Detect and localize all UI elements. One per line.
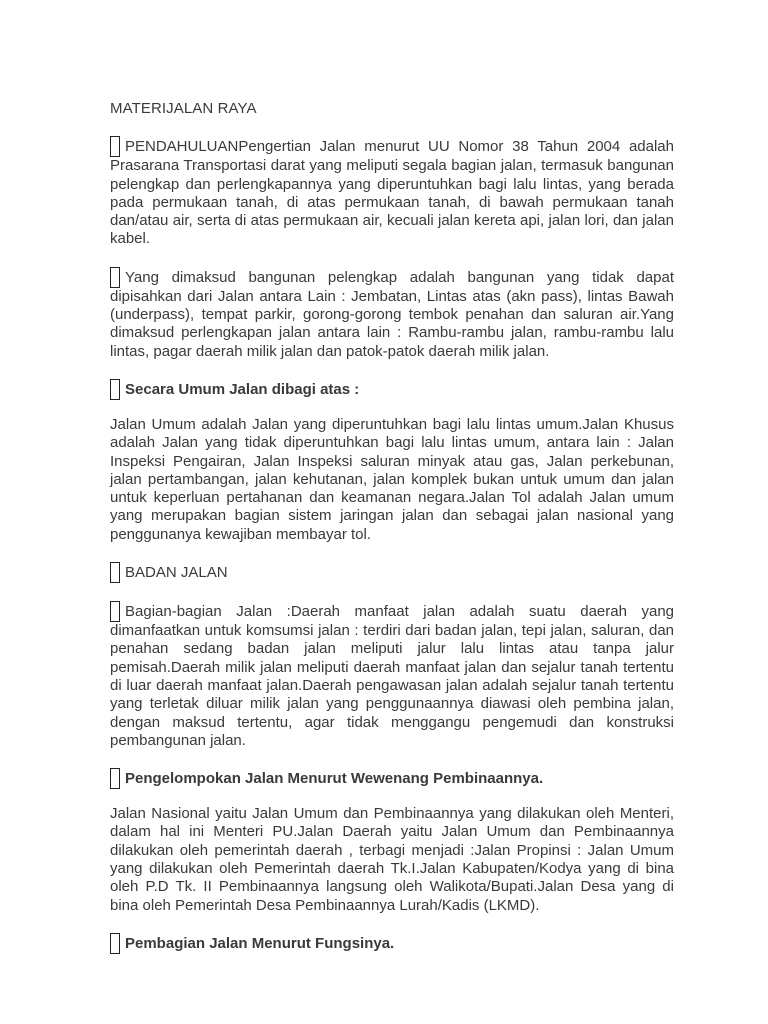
heading-secara-umum — [110, 379, 674, 400]
checkbox-glyph-icon — [110, 933, 120, 954]
heading-pengelompokan — [110, 768, 674, 789]
checkbox-glyph-icon — [110, 768, 120, 789]
checkbox-glyph-icon — [110, 562, 120, 583]
document-page — [110, 100, 674, 972]
document-title: MATERIJALAN RAYA — [110, 100, 257, 117]
paragraph-text: Jalan Nasional yaitu Jalan Umum dan Pembinaannya yang dilakukan oleh Menteri, dalam hal ini Menteri PU.Jalan Daerah yaitu Jalan Umum dan Pembinaannya dilakukan oleh pemerintah daerah , terbagi menjadi :Jalan Propinsi : Jalan Umum yang dilakukan oleh Pemerintah daerah Tk.I.Jalan Kabupaten/Kodya yang di bina oleh P.D Tk. II Pembinaannya langsung oleh Walikota/Bupati.Jalan Desa yang di bina oleh Pemerintah Desa Pembinaannya Lurah/Kadis (LKMD). — [110, 805, 674, 914]
paragraph-bagian-jalan — [110, 601, 674, 750]
paragraph-jalan-nasional — [110, 805, 674, 915]
heading-text: Pengelompokan Jalan Menurut Wewenang Pembinaannya. — [125, 770, 544, 788]
paragraph-text: PENDAHULUANPengertian Jalan menurut UU Nomor 38 Tahun 2004 adalah Prasarana Transportasi darat yang meliputi segala bagian jalan, termasuk bangunan pelengkap dan perlengkapannya yang diperuntuhkan bagi lalu lintas, yang berada pada permukaan tanah, di atas permukaan tanah, di bawah permukaan tanah dan/atau air, serta di atas permukaan air, kecuali jalan kereta api, jalan lori, dan jalan kabel. — [110, 138, 674, 248]
paragraph-jalan-umum — [110, 416, 674, 544]
heading-text: Secara Umum Jalan dibagi atas : — [125, 380, 360, 398]
heading-badan-jalan — [110, 562, 674, 583]
paragraph-text: Bagian-bagian Jalan :Daerah manfaat jalan adalah suatu daerah yang dimanfaatkan untuk komsumsi jalan : terdiri dari badan jalan, tepi jalan, saluran, dan penahan sedang badan jalan meliputi jalur lalu lintas atau tanpa jalur pemisah.Daerah milik jalan meliputi daerah manfaat jalan dan sejalur tanah tertentu di luar daerah manfaat jalan.Daerah pengawasan jalan adalah sejalur tanah tertentu yang terletak diluar milik jalan yang penggunaannya diawasi oleh pembina jalan, dengan maksud tertentu, agar tidak menggangu pengemudi dan konstruksi pembangunan jalan. — [110, 603, 674, 749]
paragraph-text: Jalan Umum adalah Jalan yang diperuntuhkan bagi lalu lintas umum.Jalan Khusus adalah Jalan yang tidak diperuntuhkan bagi lalu lintas umum, antara lain : Jalan Inspeksi Pengairan, Jalan Inspeksi saluran minyak atau gas, Jalan perkebunan, jalan pertambangan, jalan kehutanan, jalan komplek bukan untuk umum dan jalan untuk keperluan pertahanan dan keamanan negara.Jalan Tol adalah Jalan umum yang merupakan bagian sistem jaringan jalan dan sebagai jalan nasional yang penggunanya kewajiban membayar tol. — [110, 415, 674, 543]
heading-text: BADAN JALAN — [125, 564, 228, 582]
checkbox-glyph-icon — [110, 136, 120, 157]
heading-text: Pembagian Jalan Menurut Fungsinya. — [125, 934, 395, 952]
paragraph-bangunan-pelengkap — [110, 267, 674, 361]
checkbox-glyph-icon — [110, 379, 120, 400]
checkbox-glyph-icon — [110, 601, 120, 622]
checkbox-glyph-icon — [110, 267, 120, 288]
heading-pembagian-fungsi — [110, 933, 674, 954]
paragraph-text: Yang dimaksud bangunan pelengkap adalah bangunan yang tidak dapat dipisahkan dari Jalan antara Lain : Jembatan, Lintas atas (akn pass), lintas Bawah (underpass), tempat parkir, gorong-gorong tembok penahan dan saluran air.Yang dimaksud perlengkapan jalan antara lain : Rambu-rambu jalan, rambu-rambu lalu lintas, pagar daerah milik jalan dan patok-patok daerah milik jalan. — [110, 268, 674, 360]
paragraph-pendahuluan — [110, 136, 674, 248]
